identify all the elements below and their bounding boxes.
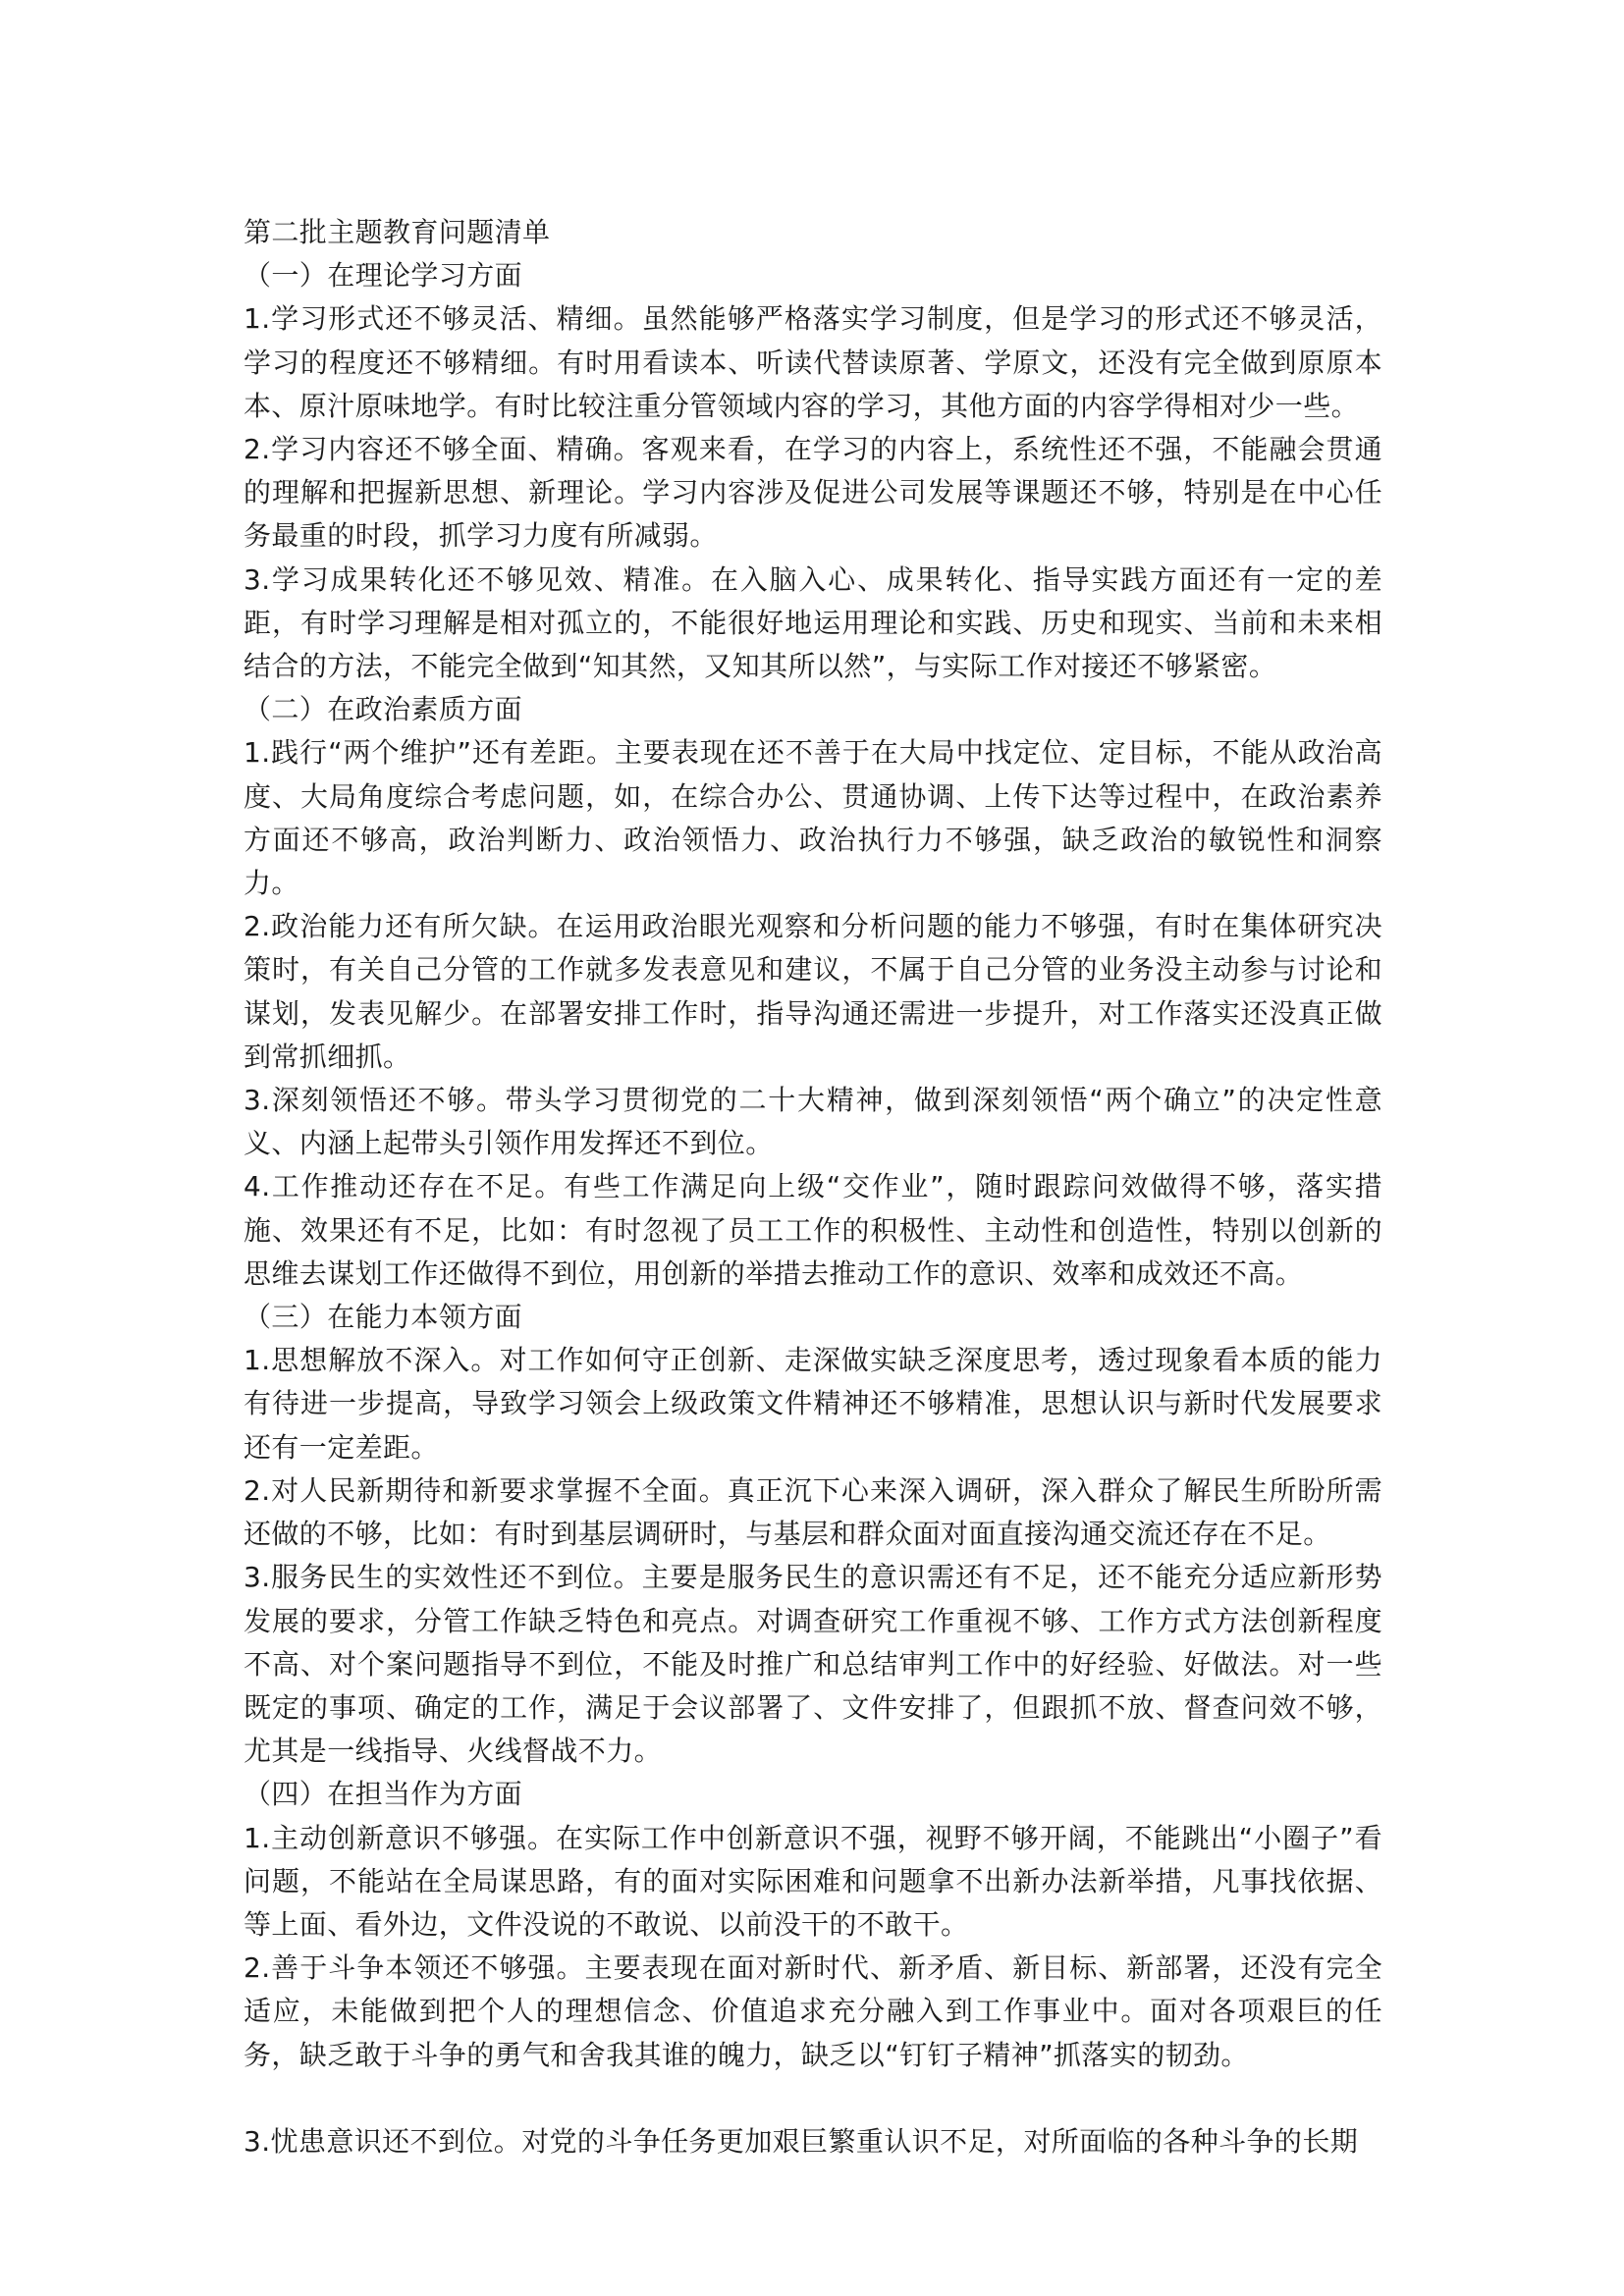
- paragraph: 1.主动创新意识不够强。在实际工作中创新意识不强，视野不够开阔，不能跳出“小圈子”看问题，不能站在全局谋思路，有的面对实际困难和问题拿不出新办法新举措，凡事找依据、等上面、看外边，文件没说的不敢说、以前没干的不敢干。: [244, 1821, 1382, 1941]
- paragraph: 4.工作推动还存在不足。有些工作满足向上级“交作业”，随时跟踪问效做得不够，落实措施、效果还有不足，比如：有时忽视了员工工作的积极性、主动性和创造性，特别以创新的思维去谋划工作还做得不到位，用创新的举措去推动工作的意识、效率和成效还不高。: [244, 1170, 1382, 1290]
- section-heading-responsibility: （四）在担当作为方面: [244, 1778, 523, 1811]
- paragraph: 3.学习成果转化还不够见效、精准。在入脑入心、成果转化、指导实践方面还有一定的差距，有时学习理解是相对孤立的，不能很好地运用理论和实践、历史和现实、当前和未来相结合的方法，不能完全做到“知其然，又知其所以然”，与实际工作对接还不够紧密。: [244, 562, 1382, 683]
- paragraph: 3.忧患意识还不到位。对党的斗争任务更加艰巨繁重认识不足，对所面临的各种斗争的长期: [244, 2124, 1359, 2158]
- paragraph: 1.思想解放不深入。对工作如何守正创新、走深做实缺乏深度思考，透过现象看本质的能力有待进一步提高，导致学习领会上级政策文件精神还不够精准，思想认识与新时代发展要求还有一定差距。: [244, 1344, 1382, 1464]
- paragraph: 1.学习形式还不够灵活、精细。虽然能够严格落实学习制度，但是学习的形式还不够灵活，学习的程度还不够精细。有时用看读本、听读代替读原著、学原文，还没有完全做到原原本本、原汁原味地学。有时比较注重分管领域内容的学习，其他方面的内容学得相对少一些。: [244, 302, 1382, 422]
- section-heading-theory: （一）在理论学习方面: [244, 259, 523, 293]
- document-title: 第二批主题教育问题清单: [244, 216, 551, 248]
- blank-line: [244, 2077, 1382, 2120]
- paragraph: 2.善于斗争本领还不够强。主要表现在面对新时代、新矛盾、新目标、新部署，还没有完全适应，未能做到把个人的理想信念、价值追求充分融入到工作事业中。面对各项艰巨的任务，缺乏敢于斗争的勇气和舍我其谁的魄力，缺乏以“钉钉子精神”抓落实的韧劲。: [244, 1951, 1382, 2071]
- section-heading-ability: （三）在能力本领方面: [244, 1301, 523, 1334]
- paragraph: 2.对人民新期待和新要求掌握不全面。真正沉下心来深入调研，深入群众了解民生所盼所需还做的不够，比如：有时到基层调研时，与基层和群众面对面直接沟通交流还存在不足。: [244, 1473, 1382, 1551]
- paragraph: 1.践行“两个维护”还有差距。主要表现在还不善于在大局中找定位、定目标，不能从政治高度、大局角度综合考虑问题，如，在综合办公、贯通协调、上传下达等过程中，在政治素养方面还不够高，政治判断力、政治领悟力、政治执行力不够强，缺乏政治的敏锐性和洞察力。: [244, 736, 1382, 900]
- paragraph: 2.政治能力还有所欠缺。在运用政治眼光观察和分析问题的能力不够强，有时在集体研究决策时，有关自己分管的工作就多发表意见和建议，不属于自己分管的业务没主动参与讨论和谋划，发表见解少。在部署安排工作时，指导沟通还需进一步提升，对工作落实还没真正做到常抓细抓。: [244, 910, 1382, 1073]
- section-heading-politics: （二）在政治素质方面: [244, 693, 523, 726]
- document-body: [244, 211, 1382, 2163]
- paragraph: 2.学习内容还不够全面、精确。客观来看，在学习的内容上，系统性还不强，不能融会贯通的理解和把握新思想、新理论。学习内容涉及促进公司发展等课题还不够，特别是在中心任务最重的时段，抓学习力度有所减弱。: [244, 433, 1382, 553]
- paragraph: 3.服务民生的实效性还不到位。主要是服务民生的意识需还有不足，还不能充分适应新形势发展的要求，分管工作缺乏特色和亮点。对调查研究工作重视不够、工作方式方法创新程度不高、对个案问题指导不到位，不能及时推广和总结审判工作中的好经验、好做法。对一些既定的事项、确定的工作，满足于会议部署了、文件安排了，但跟抓不放、督查问效不够，尤其是一线指导、火线督战不力。: [244, 1561, 1382, 1768]
- paragraph: 3.深刻领悟还不够。带头学习贯彻党的二十大精神，做到深刻领悟“两个确立”的决定性意义、内涵上起带头引领作用发挥还不到位。: [244, 1084, 1382, 1160]
